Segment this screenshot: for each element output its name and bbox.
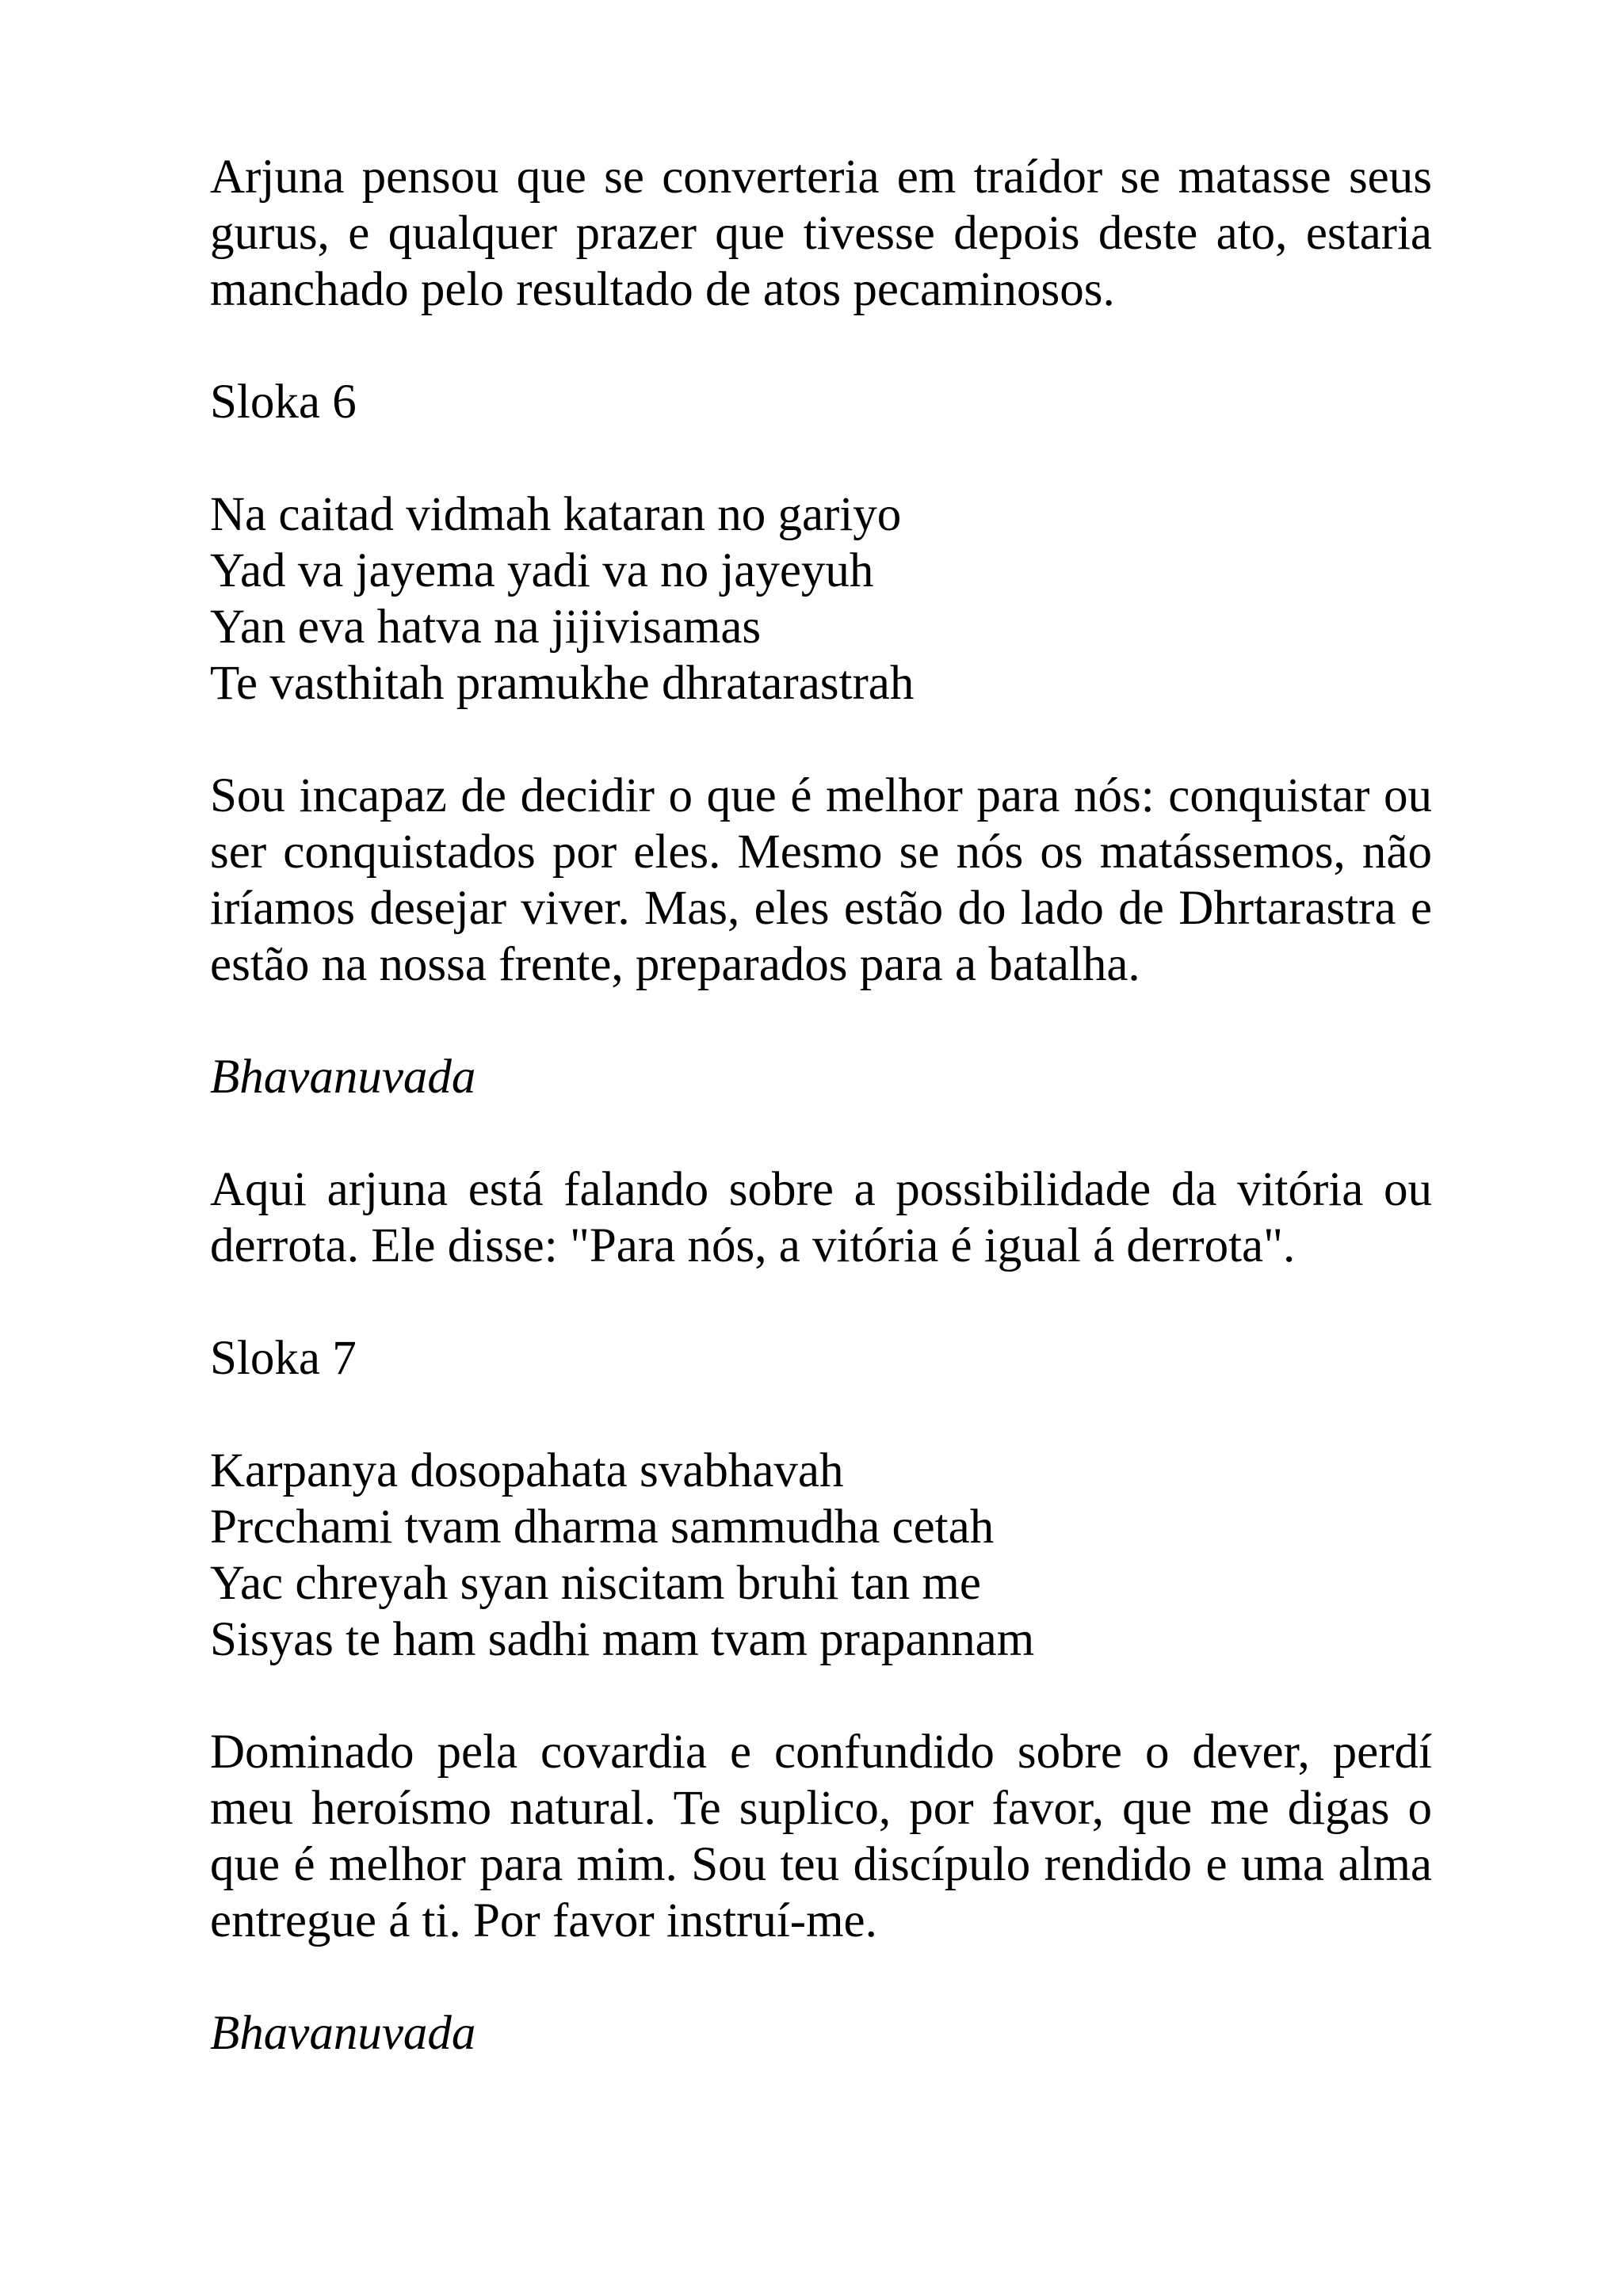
paragraph-line: ser conquistados por eles. Mesmo se nós os matássemos, não bbox=[210, 826, 1432, 879]
paragraph-line: iríamos desejar viver. Mas, eles estão do lado de Dhrtarastra e bbox=[210, 882, 1432, 935]
paragraph-line: que é melhor para mim. Sou teu discípulo rendido e uma alma bbox=[210, 1838, 1432, 1891]
paragraph-line: manchado pelo resultado de atos pecaminosos. bbox=[210, 263, 1115, 316]
sloka-6-heading: Sloka 6 bbox=[210, 376, 357, 429]
sloka-7-bhavanuvada-label: Bhavanuvada bbox=[210, 2007, 476, 2060]
verse-line: Sisyas te ham sadhi mam tvam prapannam bbox=[210, 1613, 1035, 1666]
paragraph-line: Aqui arjuna está falando sobre a possibilidade da vitória ou bbox=[210, 1163, 1432, 1216]
paragraph-line: entregue á ti. Por favor instruí-me. bbox=[210, 1894, 877, 1947]
sloka-6-bhavanuvada-label: Bhavanuvada bbox=[210, 1051, 476, 1104]
verse-line: Yad va jayema yadi va no jayeyuh bbox=[210, 544, 874, 597]
verse-line: Te vasthitah pramukhe dhratarastrah bbox=[210, 657, 915, 710]
sloka-7-verse bbox=[210, 1443, 1432, 1668]
paragraph-line: gurus, e qualquer prazer que tivesse depois deste ato, estaria bbox=[210, 207, 1432, 260]
sloka-6-verse bbox=[210, 486, 1432, 711]
verse-line: Yac chreyah syan niscitam bruhi tan me bbox=[210, 1557, 981, 1610]
verse-line: Karpanya dosopahata svabhavah bbox=[210, 1444, 844, 1497]
paragraph-line: Sou incapaz de decidir o que é melhor para nós: conquistar ou bbox=[210, 769, 1432, 822]
sloka-7-translation bbox=[210, 1724, 1432, 1949]
verse-line: Yan eva hatva na jijivisamas bbox=[210, 601, 762, 654]
paragraph-line: derrota. Ele disse: "Para nós, a vitória é igual á derrota". bbox=[210, 1219, 1296, 1272]
paragraph-line: meu heroísmo natural. Te suplico, por favor, que me digas o bbox=[210, 1782, 1432, 1835]
intro-paragraph bbox=[210, 149, 1432, 318]
paragraph-line: estão na nossa frente, preparados para a batalha. bbox=[210, 938, 1140, 991]
sloka-6-bhavanuvada-text bbox=[210, 1161, 1432, 1274]
verse-line: Prcchami tvam dharma sammudha cetah bbox=[210, 1501, 995, 1554]
sloka-7-heading: Sloka 7 bbox=[210, 1332, 357, 1385]
document-page bbox=[210, 149, 1432, 2061]
sloka-6-translation bbox=[210, 768, 1432, 993]
paragraph-line: Arjuna pensou que se converteria em traídor se matasse seus bbox=[210, 151, 1432, 204]
paragraph-line: Dominado pela covardia e confundido sobre o dever, perdí bbox=[210, 1726, 1432, 1779]
verse-line: Na caitad vidmah kataran no gariyo bbox=[210, 488, 902, 541]
